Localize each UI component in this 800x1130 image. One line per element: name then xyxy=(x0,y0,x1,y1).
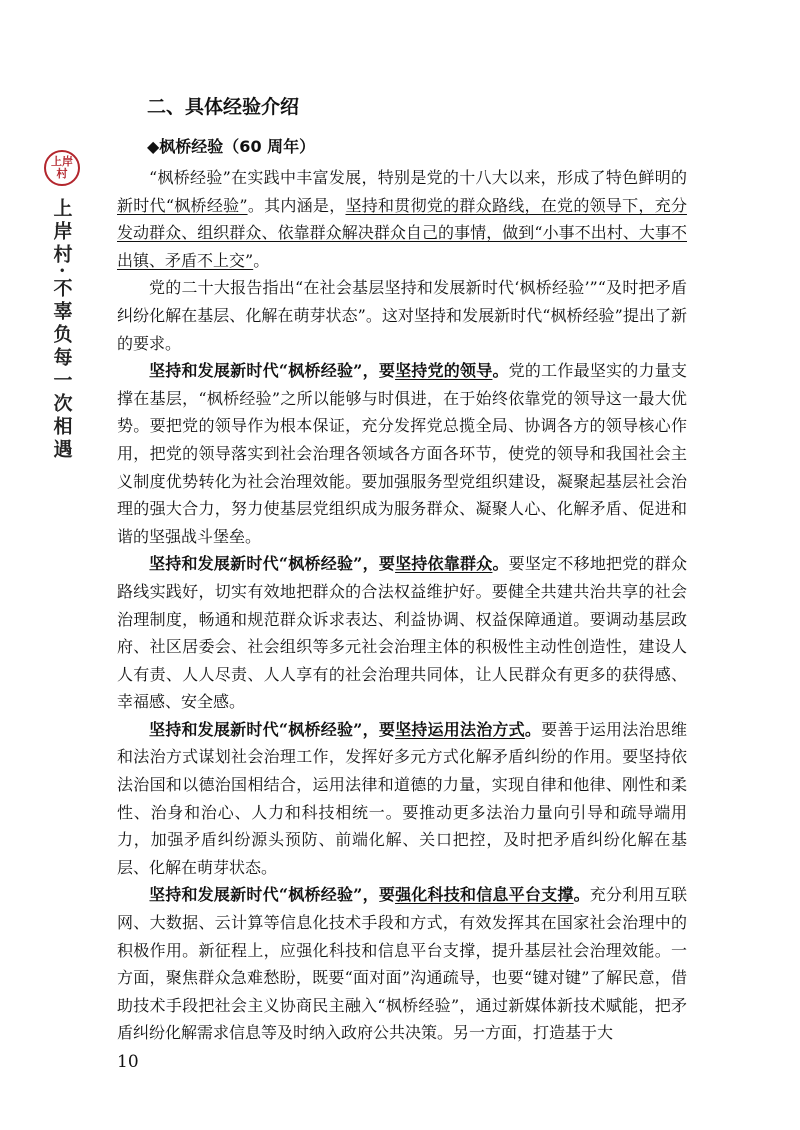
intro-paragraph-2: 党的二十大报告指出“在社会基层坚持和发展新时代‘枫桥经验’”“及时把矛盾纠纷化解在基层、化解在萌芽状态”。这对坚持和发展新时代“枫桥经验”提出了新的要求。 xyxy=(117,278,687,353)
point-paragraph-2 xyxy=(117,550,687,716)
point-body: 党的工作最坚实的力量支撑在基层，“枫桥经验”之所以能够与时俱进，在于始终依靠党的领导这一最大优势。要把党的领导作为根本保证，充分发挥党总揽全局、协调各方的领导核心作用，把党的领导落实到社会治理各领域各方面各环节，使党的领导和我国社会主义制度优势转化为社会治理效能。要加强服务型党组织建设，凝聚起基层社会治理的强大合力，努力使基层党组织成为服务群众、凝聚人心、化解矛盾、促进和谐的坚强战斗堡垒。 xyxy=(117,361,687,546)
point-lead: 坚持和发展新时代“枫桥经验”，要 xyxy=(149,719,396,739)
section-heading: 二、具体经验介绍 xyxy=(147,96,300,118)
intro-underlined-definition: 坚持和贯彻党的群众路线，在党的领导下，充分发动群众、组织群众、依靠群众解决群众自己的事情，做到“小事不出村、大事不出镇、矛盾不上交” xyxy=(117,195,687,270)
point-key: 坚持依靠群众 xyxy=(395,554,493,574)
intro-underlined-term: 新时代“枫桥经验” xyxy=(117,195,248,215)
point-key: 强化科技和信息平台支撑 xyxy=(395,885,574,905)
page-content xyxy=(117,92,687,1047)
intro-text-e: 。 xyxy=(253,250,270,270)
point-body: 充分利用互联网、大数据、云计算等信息化技术手段和方式，有效发挥其在国家社会治理中的积极作用。新征程上，应强化科技和信息平台支撑，提升基层社会治理效能。一方面，聚焦群众急难愁盼，既要“面对面”沟通疏导，也要“键对键”了解民意，借助技术手段把社会主义协商民主融入“枫桥经验”，通过新媒体新技术赋能，把矛盾纠纷化解需求信息等及时纳入政府公共决策。另一方面，打造基于大 xyxy=(117,885,687,1043)
intro-paragraph-1 xyxy=(117,164,687,274)
sidebar xyxy=(42,150,82,462)
point-end: 。 xyxy=(573,885,590,905)
page-number: 10 xyxy=(117,1052,139,1072)
point-lead: 坚持和发展新时代“枫桥经验”，要 xyxy=(149,885,396,905)
point-lead: 坚持和发展新时代“枫桥经验”，要 xyxy=(149,361,396,381)
point-paragraph-3 xyxy=(117,716,687,882)
sidebar-motto: 上岸村·不辜负每一次相遇 xyxy=(50,198,73,462)
point-end: 。 xyxy=(524,719,542,739)
intro-text-a: “枫桥经验”在实践中丰富发展，特别是党的十八大以来，形成了特色鲜明的 xyxy=(149,168,687,187)
point-end: 。 xyxy=(492,361,509,381)
point-key: 坚持运用法治方式 xyxy=(395,719,525,739)
intro-text-c: 。其内涵是， xyxy=(247,195,346,215)
point-paragraph-1 xyxy=(117,357,687,550)
point-body: 要善于运用法治思维和法治方式谋划社会治理工作，发挥好多元方式化解矛盾纠纷的作用。要坚持依法治国和以德治国相结合，运用法律和道德的力量，实现自律和他律、刚性和柔性、治身和治心、人力和科技相统一。要推动更多法治力量向引导和疏导端用力，加强矛盾纠纷源头预防、前端化解、关口把控，及时把矛盾纠纷化解在基层、化解在萌芽状态。 xyxy=(117,719,687,877)
point-body: 要坚定不移地把党的群众路线实践好，切实有效地把群众的合法权益维护好。要健全共建共治共享的社会治理制度，畅通和规范群众诉求表达、利益协调、权益保障通道。要调动基层政府、社区居委会、社会组织等多元社会治理主体的积极性主动性创造性，建设人人有责、人人尽责、人人享有的社会治理共同体，让人民群众有更多的获得感、幸福感、安全感。 xyxy=(117,554,687,712)
subheading: ◆枫桥经验（60 周年） xyxy=(147,137,316,156)
point-end: 。 xyxy=(492,554,509,574)
point-lead: 坚持和发展新时代“枫桥经验”，要 xyxy=(149,554,396,574)
point-key: 坚持党的领导 xyxy=(395,361,493,381)
seal-text: 上岸村 xyxy=(51,155,73,180)
village-seal-logo xyxy=(44,150,80,186)
point-paragraph-4 xyxy=(117,881,687,1047)
